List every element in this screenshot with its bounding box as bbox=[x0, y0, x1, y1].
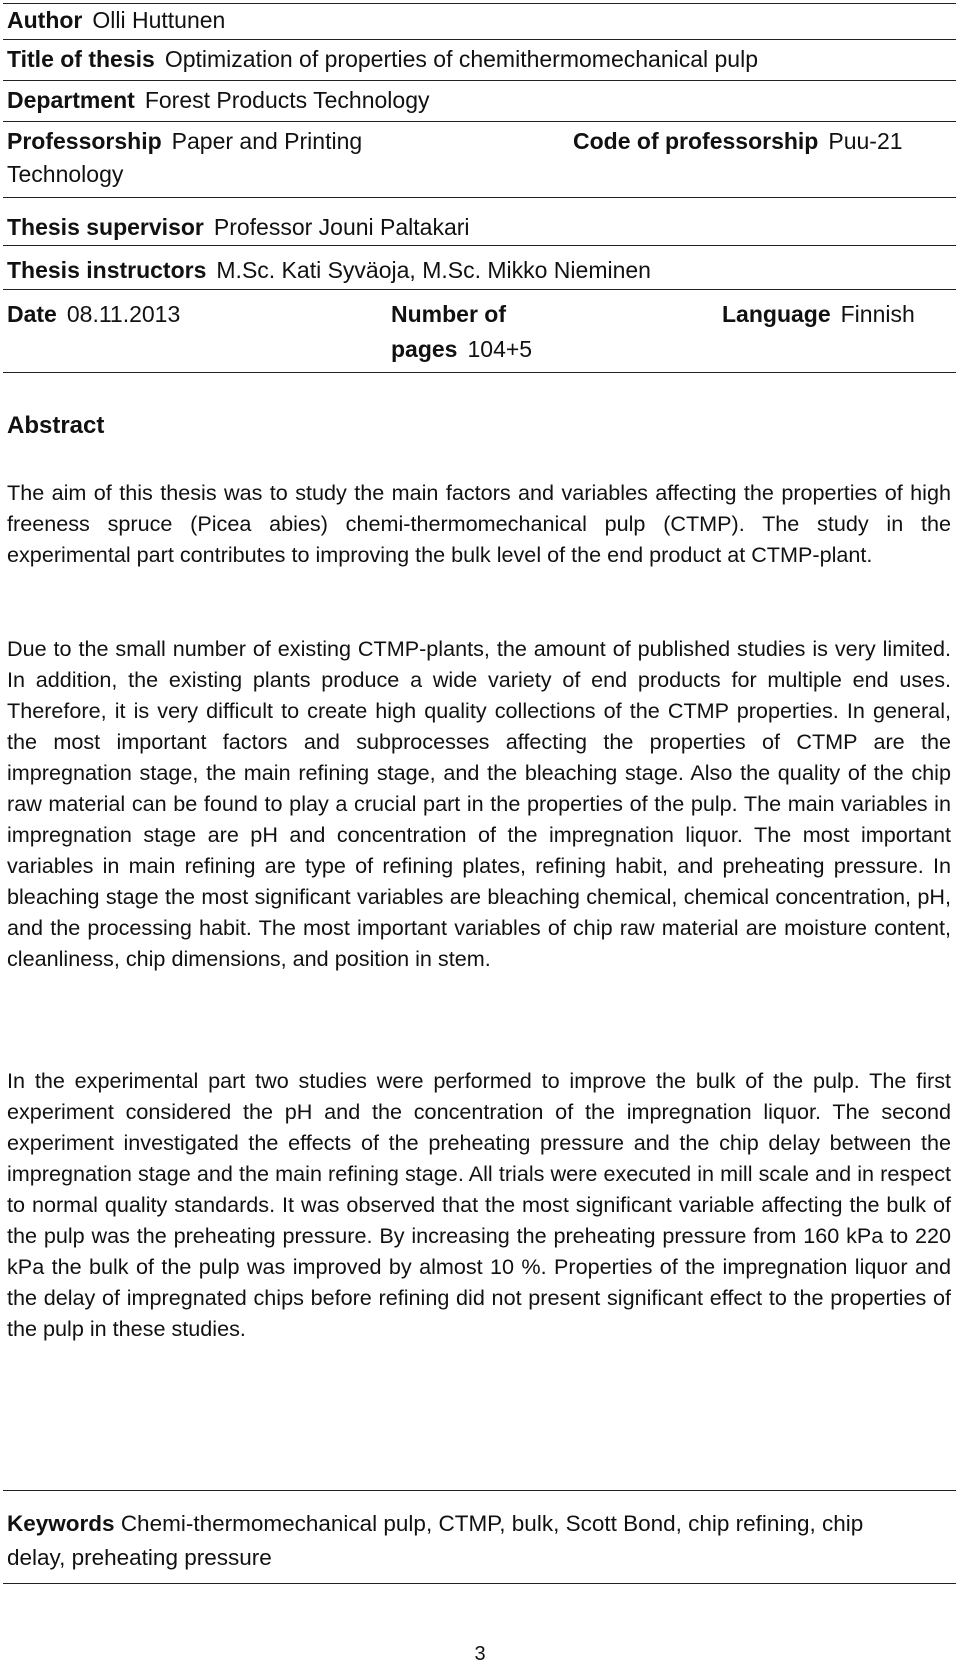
pages-label-row bbox=[391, 300, 506, 328]
instructors-label: Thesis instructors bbox=[7, 257, 207, 283]
instructors-row bbox=[7, 256, 651, 284]
bottom-border bbox=[3, 1583, 956, 1584]
divider bbox=[3, 80, 956, 81]
professorship-label: Professorship bbox=[7, 128, 162, 154]
language-label: Language bbox=[722, 301, 831, 327]
divider bbox=[3, 372, 956, 373]
page-number: 3 bbox=[474, 1643, 486, 1665]
professorship-value: Paper and Printing bbox=[171, 128, 363, 154]
instructors-value: M.Sc. Kati Syväoja, M.Sc. Mikko Nieminen bbox=[216, 257, 651, 283]
language-row bbox=[722, 300, 915, 328]
professorship-value-continued: Technology bbox=[7, 161, 124, 187]
pages-row bbox=[391, 335, 532, 363]
supervisor-row bbox=[7, 213, 470, 241]
abstract-heading: Abstract bbox=[7, 412, 105, 439]
divider bbox=[3, 197, 956, 198]
author-label: Author bbox=[7, 7, 83, 33]
divider bbox=[3, 289, 956, 290]
title-value: Optimization of properties of chemithermomechanical pulp bbox=[164, 46, 758, 72]
department-label: Department bbox=[7, 87, 135, 113]
title-row bbox=[7, 45, 758, 73]
date-value: 08.11.2013 bbox=[66, 301, 181, 327]
abstract-paragraph: The aim of this thesis was to study the main factors and variables affecting the properties of high freeness spruce (Picea abies) chemi-thermomechanical pulp (CTMP). The study in the experimental part contributes to improving the bulk level of the end product at CTMP-plant. bbox=[7, 480, 951, 567]
professorship-row-continued bbox=[7, 160, 123, 188]
divider bbox=[3, 121, 956, 122]
keywords-value: Chemi-thermomechanical pulp, CTMP, bulk, Scott Bond, chip refining, chip delay, preheating pressure bbox=[7, 1511, 864, 1570]
keywords bbox=[7, 1507, 887, 1575]
department-value: Forest Products Technology bbox=[144, 87, 430, 113]
divider bbox=[3, 1490, 956, 1491]
author-value: Olli Huttunen bbox=[92, 7, 226, 33]
divider bbox=[3, 245, 956, 246]
title-label: Title of thesis bbox=[7, 46, 155, 72]
code-label: Code of professorship bbox=[573, 128, 819, 154]
date-label: Date bbox=[7, 301, 57, 327]
divider bbox=[3, 39, 956, 40]
pages-value: 104+5 bbox=[467, 336, 533, 362]
date-row bbox=[7, 300, 180, 328]
language-value: Finnish bbox=[840, 301, 915, 327]
keywords-label: Keywords bbox=[7, 1511, 115, 1536]
abstract-paragraph: Due to the small number of existing CTMP-plants, the amount of published studies is very limited. In addition, the existing plants produce a wide variety of end products for multiple end uses. Therefore, it is very difficult to create high quality collections of the CTMP properties. In general, the most important factors and subprocesses affecting the properties of CTMP are the impregnation stage, the main refining stage, and the bleaching stage. Also the quality of the chip raw material can be found to play a crucial part in the properties of the pulp. The main variables in impregnation stage are pH and concentration of the impregnation liquor. The most important variables in main refining are type of refining plates, refining habit, and preheating pressure. In bleaching stage the most significant variables are bleaching chemical, chemical concentration, pH, and the processing habit. The most important variables of chip raw material are moisture content, cleanliness, chip dimensions, and position in stem. bbox=[7, 636, 951, 971]
department-row bbox=[7, 86, 429, 114]
professorship-row bbox=[7, 127, 362, 155]
top-border bbox=[3, 3, 956, 4]
supervisor-value: Professor Jouni Paltakari bbox=[213, 214, 470, 240]
author-row bbox=[7, 6, 225, 34]
supervisor-label: Thesis supervisor bbox=[7, 214, 204, 240]
pages-label-continued: pages bbox=[391, 336, 458, 362]
code-value: Puu-21 bbox=[828, 128, 903, 154]
abstract-paragraph: In the experimental part two studies were performed to improve the bulk of the pulp. The first experiment considered the pH and the concentration of the impregnation liquor. The second experiment investigated the effects of the preheating pressure and the chip delay between the impregnation stage and the main refining stage. All trials were executed in mill scale and in respect to normal quality standards. It was observed that the most significant variable affecting the bulk of the pulp was the preheating pressure. By increasing the preheating pressure from 160 kPa to 220 kPa the bulk of the pulp was improved by almost 10 %. Properties of the impregnation liquor and the delay of impregnated chips before refining did not present significant effect to the properties of the pulp in these studies. bbox=[7, 1068, 951, 1341]
pages-label: Number of bbox=[391, 301, 506, 327]
code-row bbox=[573, 127, 903, 155]
